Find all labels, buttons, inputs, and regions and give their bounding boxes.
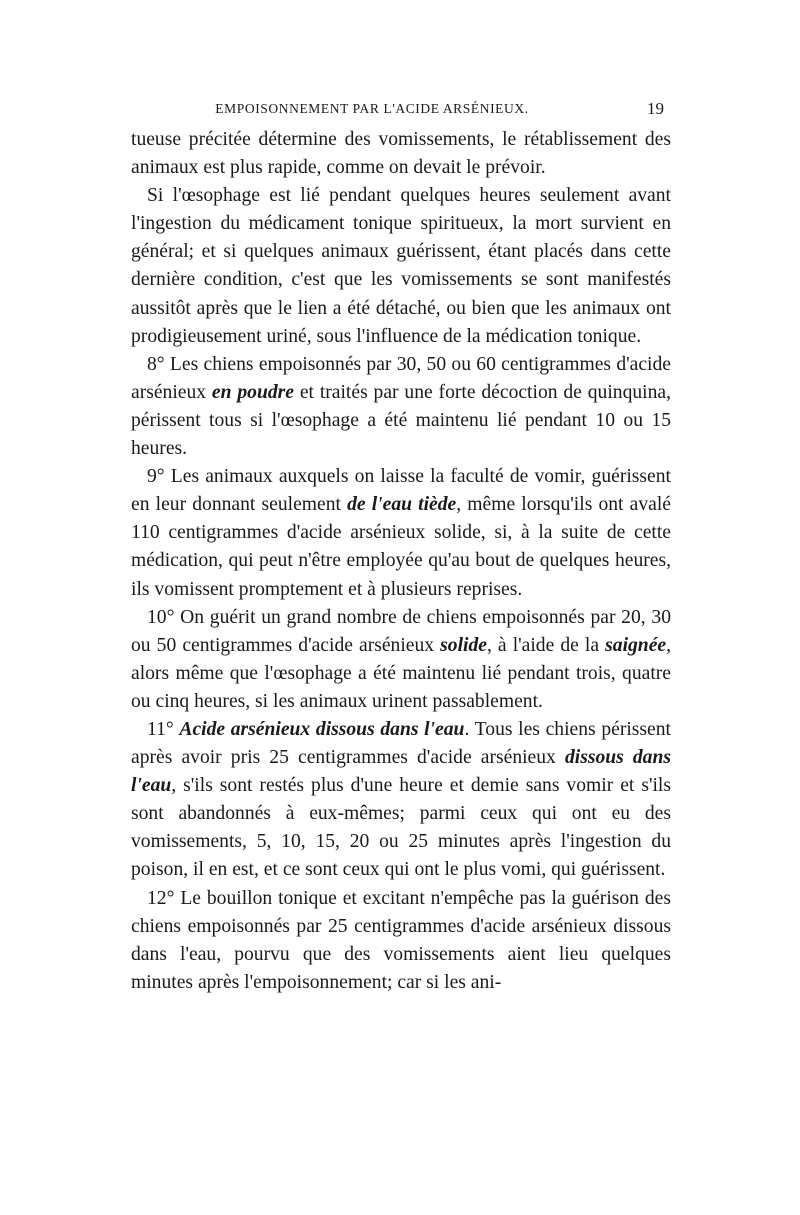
text-run: et traités par une forte décoction de quinquina, périssent tous si l'œsophage a été maintenu lié pendant 10 ou 15 heures. xyxy=(131,381,671,460)
text-run: , à l'aide de la xyxy=(486,634,606,656)
italic-text: en poudre xyxy=(211,381,294,403)
text-run: , alors même que l'œsophage a été maintenu lié pendant trois, quatre ou cinq heures, si les animaux urinent passablement. xyxy=(131,634,671,712)
page-number: 19 xyxy=(647,99,664,118)
italic-text: Acide arsénieux dissous dans l'eau xyxy=(179,718,465,740)
text-run: tueuse précitée détermine des vomissements, le rétablissement des animaux est plus rapide, comme on devait le prévoir. xyxy=(131,129,671,179)
paragraph-8 xyxy=(131,351,671,463)
body-text xyxy=(131,126,671,997)
page-header xyxy=(130,101,670,121)
paragraph-9 xyxy=(131,463,671,603)
running-title: EMPOISONNEMENT PAR L'ACIDE ARSÉNIEUX. xyxy=(215,101,529,116)
text-run: 10° On guérit un grand nombre de chiens empoisonnés par 20, 30 ou 50 centigrammes d'acide arsénieux xyxy=(131,606,671,656)
italic-text: dissous dans l'eau xyxy=(131,747,671,797)
paragraph-oesophage-lie xyxy=(131,182,671,351)
text-run: Si l'œsophage est lié pendant quelques heures seulement avant l'ingestion du médicament tonique spiritueux, la mort survient en général; et si quelques animaux guérissent, étant placés dans cette dernière condition, c'est que les vomissements se sont manifestés aussitôt après que le lien a été détaché, ou bien que les animaux ont prodigieusement uriné, sous l'influence de la médication tonique. xyxy=(131,185,671,347)
paragraph-12 xyxy=(131,885,671,997)
text-run: 11° xyxy=(147,718,180,740)
italic-text: de l'eau tiède xyxy=(347,494,457,516)
text-run: 8° Les chiens empoisonnés par 30, 50 ou 60 centigrammes d'acide arsénieux xyxy=(131,353,671,403)
paragraph-continued xyxy=(131,126,671,182)
paragraph-11 xyxy=(131,716,671,885)
text-run: . Tous les chiens périssent après avoir pris 25 centigrammes d'acide arsénieux xyxy=(131,718,671,769)
text-run: , s'ils sont restés plus d'une heure et demie sans vomir et s'ils sont abandonnés à eux-mêmes; parmi ceux qui ont eu des vomissements, 5, 10, 15, 20 ou 25 minutes après l'ingestion du poison, il en est, et ce sont ceux qui ont le plus vomi, qui guérissent. xyxy=(131,775,671,881)
italic-text: saignée xyxy=(605,634,667,656)
paragraph-10 xyxy=(131,604,671,716)
text-run: , même lorsqu'ils ont avalé 110 centigrammes d'acide arsénieux solide, si, à la suite de cette médication, qui peut n'être employée qu'au bout de quelques heures, ils vomissent promptement et à plusieurs reprises. xyxy=(131,494,671,600)
text-run: 9° Les animaux auxquels on laisse la faculté de vomir, guérissent en leur donnant seulement xyxy=(131,466,671,516)
text-run: 12° Le bouillon tonique et excitant n'empêche pas la guérison des chiens empoisonnés par 25 centigrammes d'acide arsénieux dissous dans l'eau, pourvu que des vomissements aient lieu quelques minutes après l'empoisonnement; car si les ani- xyxy=(131,887,671,993)
italic-text: solide xyxy=(440,634,487,656)
